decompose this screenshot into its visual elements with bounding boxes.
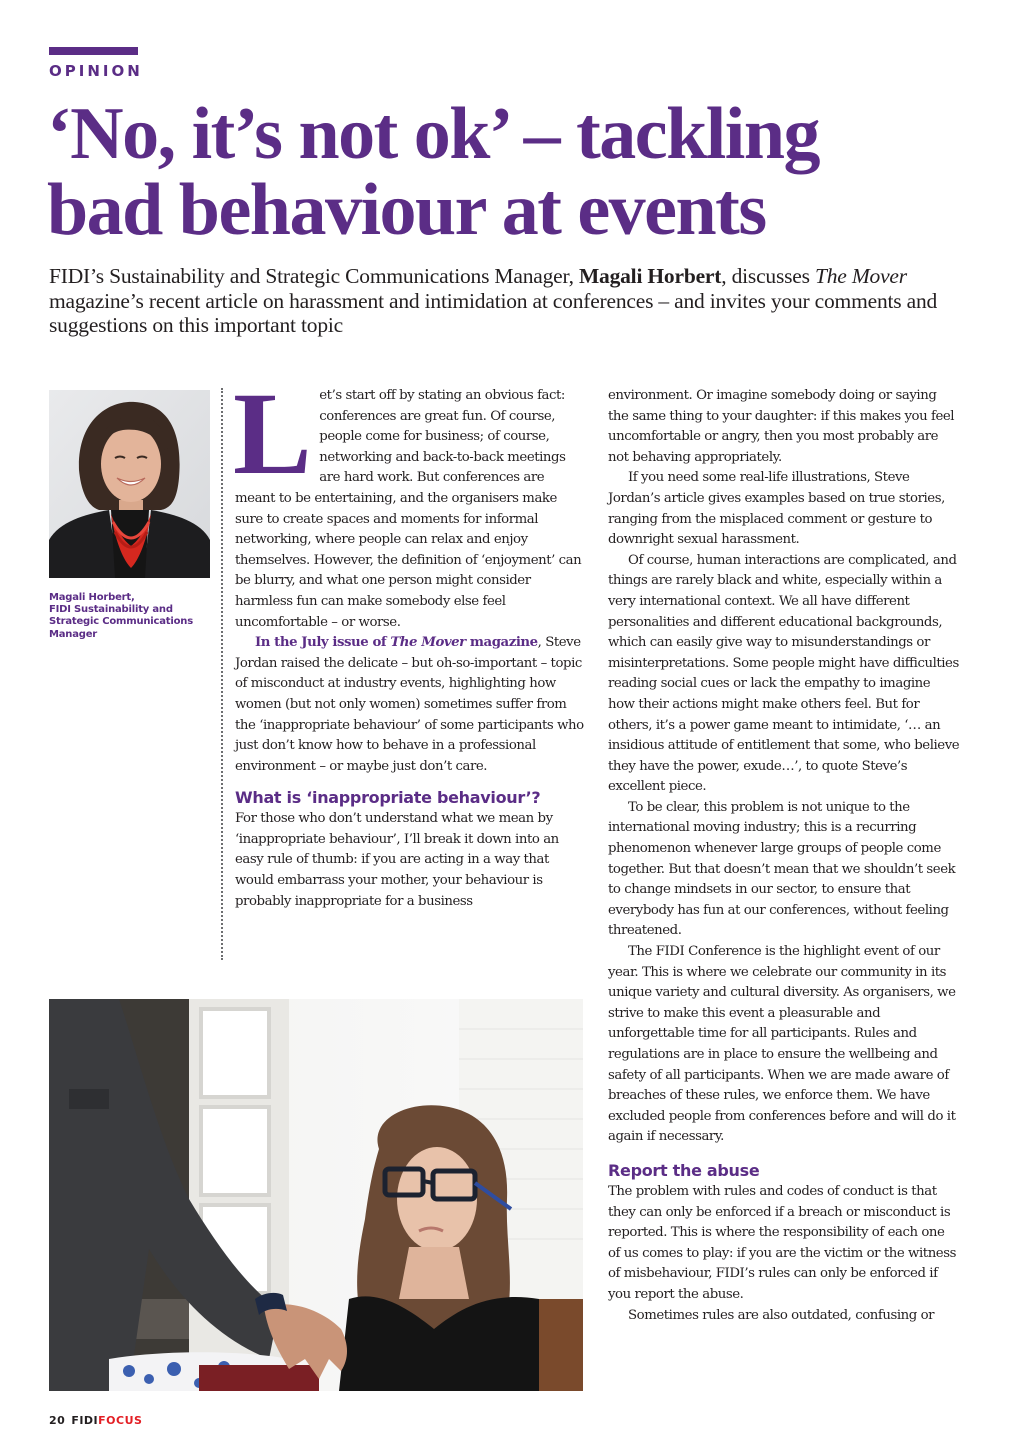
article-paragraph: Of course, human interactions are complicated, and things are rarely black and white, especially within a very international context. We all have different personalities and different educational backgrounds, which can easily give way to misunderstandings or misinterpretations. Some people might have difficulties reading social cues or lack the empathy to imagine how their actions might make others feel. But for others, it’s a power game meant to intimidate, ‘… an insidious attitude of entitlement that some, who believe they have the power, exude…’, to quote Steve’s excellent piece. (608, 552, 960, 795)
lead-in-text: magazine (465, 635, 538, 651)
article-paragraph: The FIDI Conference is the highlight event of our year. This is where we celebrate our community in its unique variety and cultural diversity. As organisers, we strive to make this event a pleasurable and unforgettable time for all participants. Rules and regulations are in place to ensure the wellbeing and safety of all participants. When we are made aware of breaches of these rules, we enforce them. We have excluded people from conferences before and will do it again if necessary. (608, 944, 956, 1145)
article-paragraph: If you need some real-life illustrations, Steve Jordan’s article gives examples based on true stories, ranging from the misplaced comment or gesture to downright sexual harassment. (608, 470, 945, 548)
section-label: OPINION (49, 62, 143, 80)
article-column-2 (608, 386, 960, 1326)
publication-name: The Mover (815, 264, 907, 288)
caption-line: Manager (49, 628, 98, 640)
drop-cap: L (233, 368, 312, 499)
standfirst-text: magazine’s recent article on harassment and intimidation at conferences – and invites your comments and suggestions on this important topic (49, 288, 938, 337)
article-paragraph (235, 633, 587, 777)
standfirst (49, 264, 979, 338)
subheading-report-the-abuse: Report the abuse (608, 1160, 760, 1180)
section-accent-bar (49, 47, 138, 55)
article-paragraph: To be clear, this problem is not unique to the international moving industry; this is a recurring phenomenon whenever large groups of people come together. But that doesn’t mean that we shouldn’t seek to change mindsets in our sector, to ensure that everybody has fun at our conferences, without feeling threatened. (608, 799, 956, 939)
headline (47, 93, 1007, 251)
article-column-1 (233, 368, 587, 912)
lead-in-text: In the July issue of (255, 635, 391, 651)
article-paragraph: environment. Or imagine somebody doing or saying the same thing to your daughter: if this makes you feel uncomfortable or angry, then you most probably are not behaving appropriately. (608, 388, 955, 465)
column-divider (221, 388, 223, 960)
headline-line-1: ‘No, it’s not ok’ – tackling (47, 93, 819, 175)
headline-line-2: bad behaviour at events (47, 169, 766, 251)
paragraph-text: et’s start off by stating an obvious fact: conferences are great fun. Of course, people come for business; of course, networking and back-to-back meetings are hard work. But conferences are meant to be entertaining, and the organisers make sure to create spaces and moments for informal networking, where people can relax and enjoy themselves. However, the definition of ‘enjoyment’ can be blurry, and what one person might consider harmless fun can make somebody else feel uncomfortable – or worse. (235, 388, 582, 630)
article-paragraph (233, 368, 587, 633)
brand-name: FIDI (71, 1414, 99, 1427)
author-portrait (49, 390, 210, 578)
portrait-caption (49, 592, 219, 641)
portrait-illustration (49, 390, 210, 578)
article-paragraph: The problem with rules and codes of conduct is that they can only be enforced if a breach or misconduct is reported. This is where the responsibility of each one of us comes to play: if you are the victim or the witness of misbehaviour, FIDI’s rules can only be enforced if you report the abuse. (608, 1183, 956, 1302)
publication-name: The Mover (390, 635, 466, 651)
photo-illustration (49, 999, 583, 1391)
article-paragraph: For those who don’t understand what we mean by ‘inappropriate behaviour’, I’ll break it down into an easy rule of thumb: if you are acting in a way that would embarrass your mother, your behaviour is probably inappropriate for a business (235, 811, 559, 909)
page-number: 20 (49, 1414, 66, 1427)
subheading-inappropriate-behaviour: What is ‘inappropriate behaviour’? (235, 788, 541, 808)
brand-name-accent: FOCUS (98, 1414, 143, 1427)
standfirst-text: FIDI’s Sustainability and Strategic Communications Manager, (49, 264, 579, 288)
lead-in (255, 635, 538, 650)
article-paragraph: Sometimes rules are also outdated, confusing or (628, 1307, 935, 1323)
paragraph-text: , Steve Jordan raised the delicate – but oh-so-important – topic of misconduct at industry events, highlighting how women (but not only women) sometimes suffer from the ‘inappropriate behaviour’ of some participants who just don’t know how to behave in a professional environment – or maybe just don’t care. (235, 635, 584, 774)
caption-line: Magali Horbert, (49, 592, 135, 603)
caption-line: FIDI Sustainability and (49, 604, 173, 616)
page-footer (49, 1414, 142, 1427)
article-photo (49, 999, 583, 1391)
caption-line: Strategic Communications (49, 616, 193, 628)
standfirst-text: , discusses (721, 264, 815, 288)
author-name: Magali Horbert (578, 264, 722, 288)
